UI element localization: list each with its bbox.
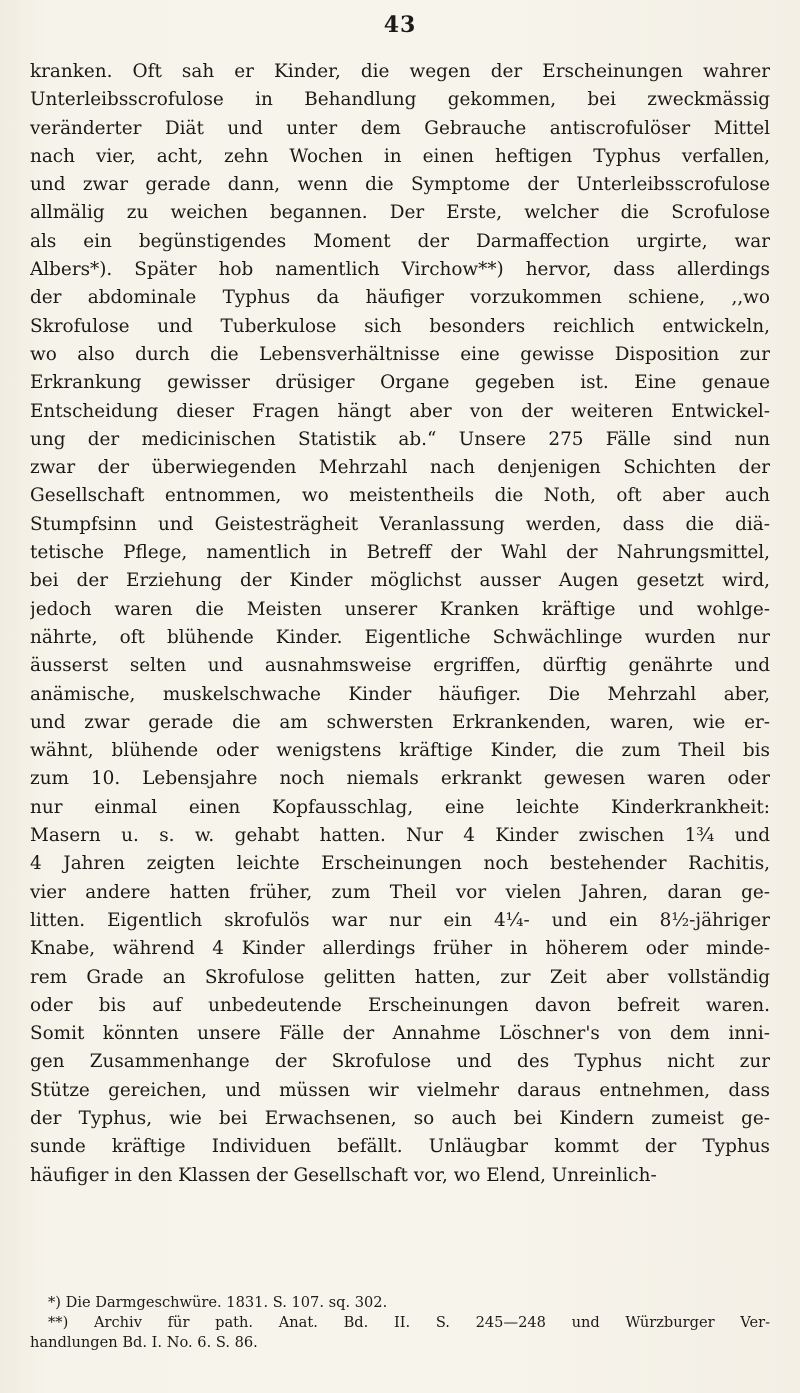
text-line-8: Albers*). Später hob namentlich Virchow**) hervor, dass allerdings xyxy=(30,259,770,281)
text-line-23: anämische, muskelschwache Kinder häufiger. Die Mehrzahl aber, xyxy=(30,683,770,705)
text-line-39: sunde kräftige Individuen befällt. Unläugbar kommt der Typhus xyxy=(30,1136,770,1158)
text-line-11: wo also durch die Lebensverhältnisse eine gewisse Disposition zur xyxy=(30,343,770,365)
text-line-32: Knabe, während 4 Kinder allerdings früher in höherem oder minde- xyxy=(30,938,770,960)
footnote-2: **) Archiv für path. Anat. Bd. II. S. 245—248 und Würzburger Ver- xyxy=(48,1314,770,1331)
text-line-40: häufiger in den Klassen der Gesellschaft vor, wo Elend, Unreinlich- xyxy=(30,1164,657,1186)
text-line-38: der Typhus, wie bei Erwachsenen, so auch bei Kindern zumeist ge- xyxy=(30,1107,770,1129)
text-line-31: litten. Eigentlich skrofulös war nur ein 4¼- und ein 8½-jähriger xyxy=(30,909,770,931)
text-line-21: nährte, oft blühende Kinder. Eigentliche Schwächlinge wurden nur xyxy=(30,626,770,648)
text-line-13: Entscheidung dieser Fragen hängt aber von der weiteren Entwickel- xyxy=(30,400,770,422)
text-line-1: kranken. Oft sah er Kinder, die wegen der Erscheinungen wahrer xyxy=(30,61,770,82)
text-line-26: zum 10. Lebensjahre noch niemals erkrankt gewesen waren oder xyxy=(30,768,770,790)
footnote-2-continued: handlungen Bd. I. No. 6. S. 86. xyxy=(30,1334,258,1351)
text-line-27: nur einmal einen Kopfausschlag, eine leichte Kinderkrankheit: xyxy=(30,796,770,818)
page-number: 43 xyxy=(383,12,417,38)
text-line-6: allmälig zu weichen begannen. Der Erste, welcher die Scrofulose xyxy=(30,202,770,224)
text-line-28: Masern u. s. w. gehabt hatten. Nur 4 Kinder zwischen 1¾ und xyxy=(30,825,770,847)
text-line-29: 4 Jahren zeigten leichte Erscheinungen noch bestehender Rachitis, xyxy=(30,853,770,875)
text-line-36: gen Zusammenhange der Skrofulose und des Typhus nicht zur xyxy=(30,1051,770,1073)
text-line-12: Erkrankung gewisser drüsiger Organe gegeben ist. Eine genaue xyxy=(30,372,770,394)
text-line-24: und zwar gerade die am schwersten Erkrankenden, waren, wie er- xyxy=(30,711,770,733)
text-line-3: veränderter Diät und unter dem Gebrauche antiscrofulöser Mittel xyxy=(30,117,770,139)
text-line-17: Stumpfsinn und Geistesträgheit Veranlassung werden, dass die diä- xyxy=(30,513,770,535)
text-line-4: nach vier, acht, zehn Wochen in einen heftigen Typhus verfallen, xyxy=(30,145,770,167)
text-line-34: oder bis auf unbedeutende Erscheinungen davon befreit waren. xyxy=(30,994,770,1016)
text-line-10: Skrofulose und Tuberkulose sich besonders reichlich entwickeln, xyxy=(30,315,770,337)
body-text xyxy=(30,58,770,1190)
text-line-30: vier andere hatten früher, zum Theil vor vielen Jahren, daran ge- xyxy=(30,881,770,903)
text-line-5: und zwar gerade dann, wenn die Symptome der Unterleibsscrofulose xyxy=(30,174,770,196)
text-line-15: zwar der überwiegenden Mehrzahl nach denjenigen Schichten der xyxy=(30,457,770,479)
text-line-37: Stütze gereichen, und müssen wir vielmehr daraus entnehmen, dass xyxy=(30,1079,770,1101)
text-line-18: tetische Pflege, namentlich in Betreff der Wahl der Nahrungsmittel, xyxy=(30,542,770,564)
text-line-14: ung der medicinischen Statistik ab.“ Unsere 275 Fälle sind nun xyxy=(30,428,770,450)
text-line-19: bei der Erziehung der Kinder möglichst ausser Augen gesetzt wird, xyxy=(30,570,770,592)
text-line-35: Somit könnten unsere Fälle der Annahme Löschner's von dem inni- xyxy=(30,1023,770,1045)
text-line-25: wähnt, blühende oder wenigstens kräftige Kinder, die zum Theil bis xyxy=(30,740,770,762)
text-line-33: rem Grade an Skrofulose gelitten hatten, zur Zeit aber vollständig xyxy=(30,966,770,988)
text-line-22: äusserst selten und ausnahmsweise ergriffen, dürftig genährte und xyxy=(30,655,770,677)
text-line-2: Unterleibsscrofulose in Behandlung gekommen, bei zweckmässig xyxy=(30,89,770,111)
text-line-16: Gesellschaft entnommen, wo meistentheils die Noth, oft aber auch xyxy=(30,485,770,507)
text-line-7: als ein begünstigendes Moment der Darmaffection urgirte, war xyxy=(30,230,770,252)
footnotes xyxy=(30,1293,770,1353)
footnote-1: *) Die Darmgeschwüre. 1831. S. 107. sq. 302. xyxy=(48,1294,388,1311)
text-line-20: jedoch waren die Meisten unserer Kranken kräftige und wohlge- xyxy=(30,598,770,620)
text-line-9: der abdominale Typhus da häufiger vorzukommen schiene, ,,wo xyxy=(30,287,770,309)
